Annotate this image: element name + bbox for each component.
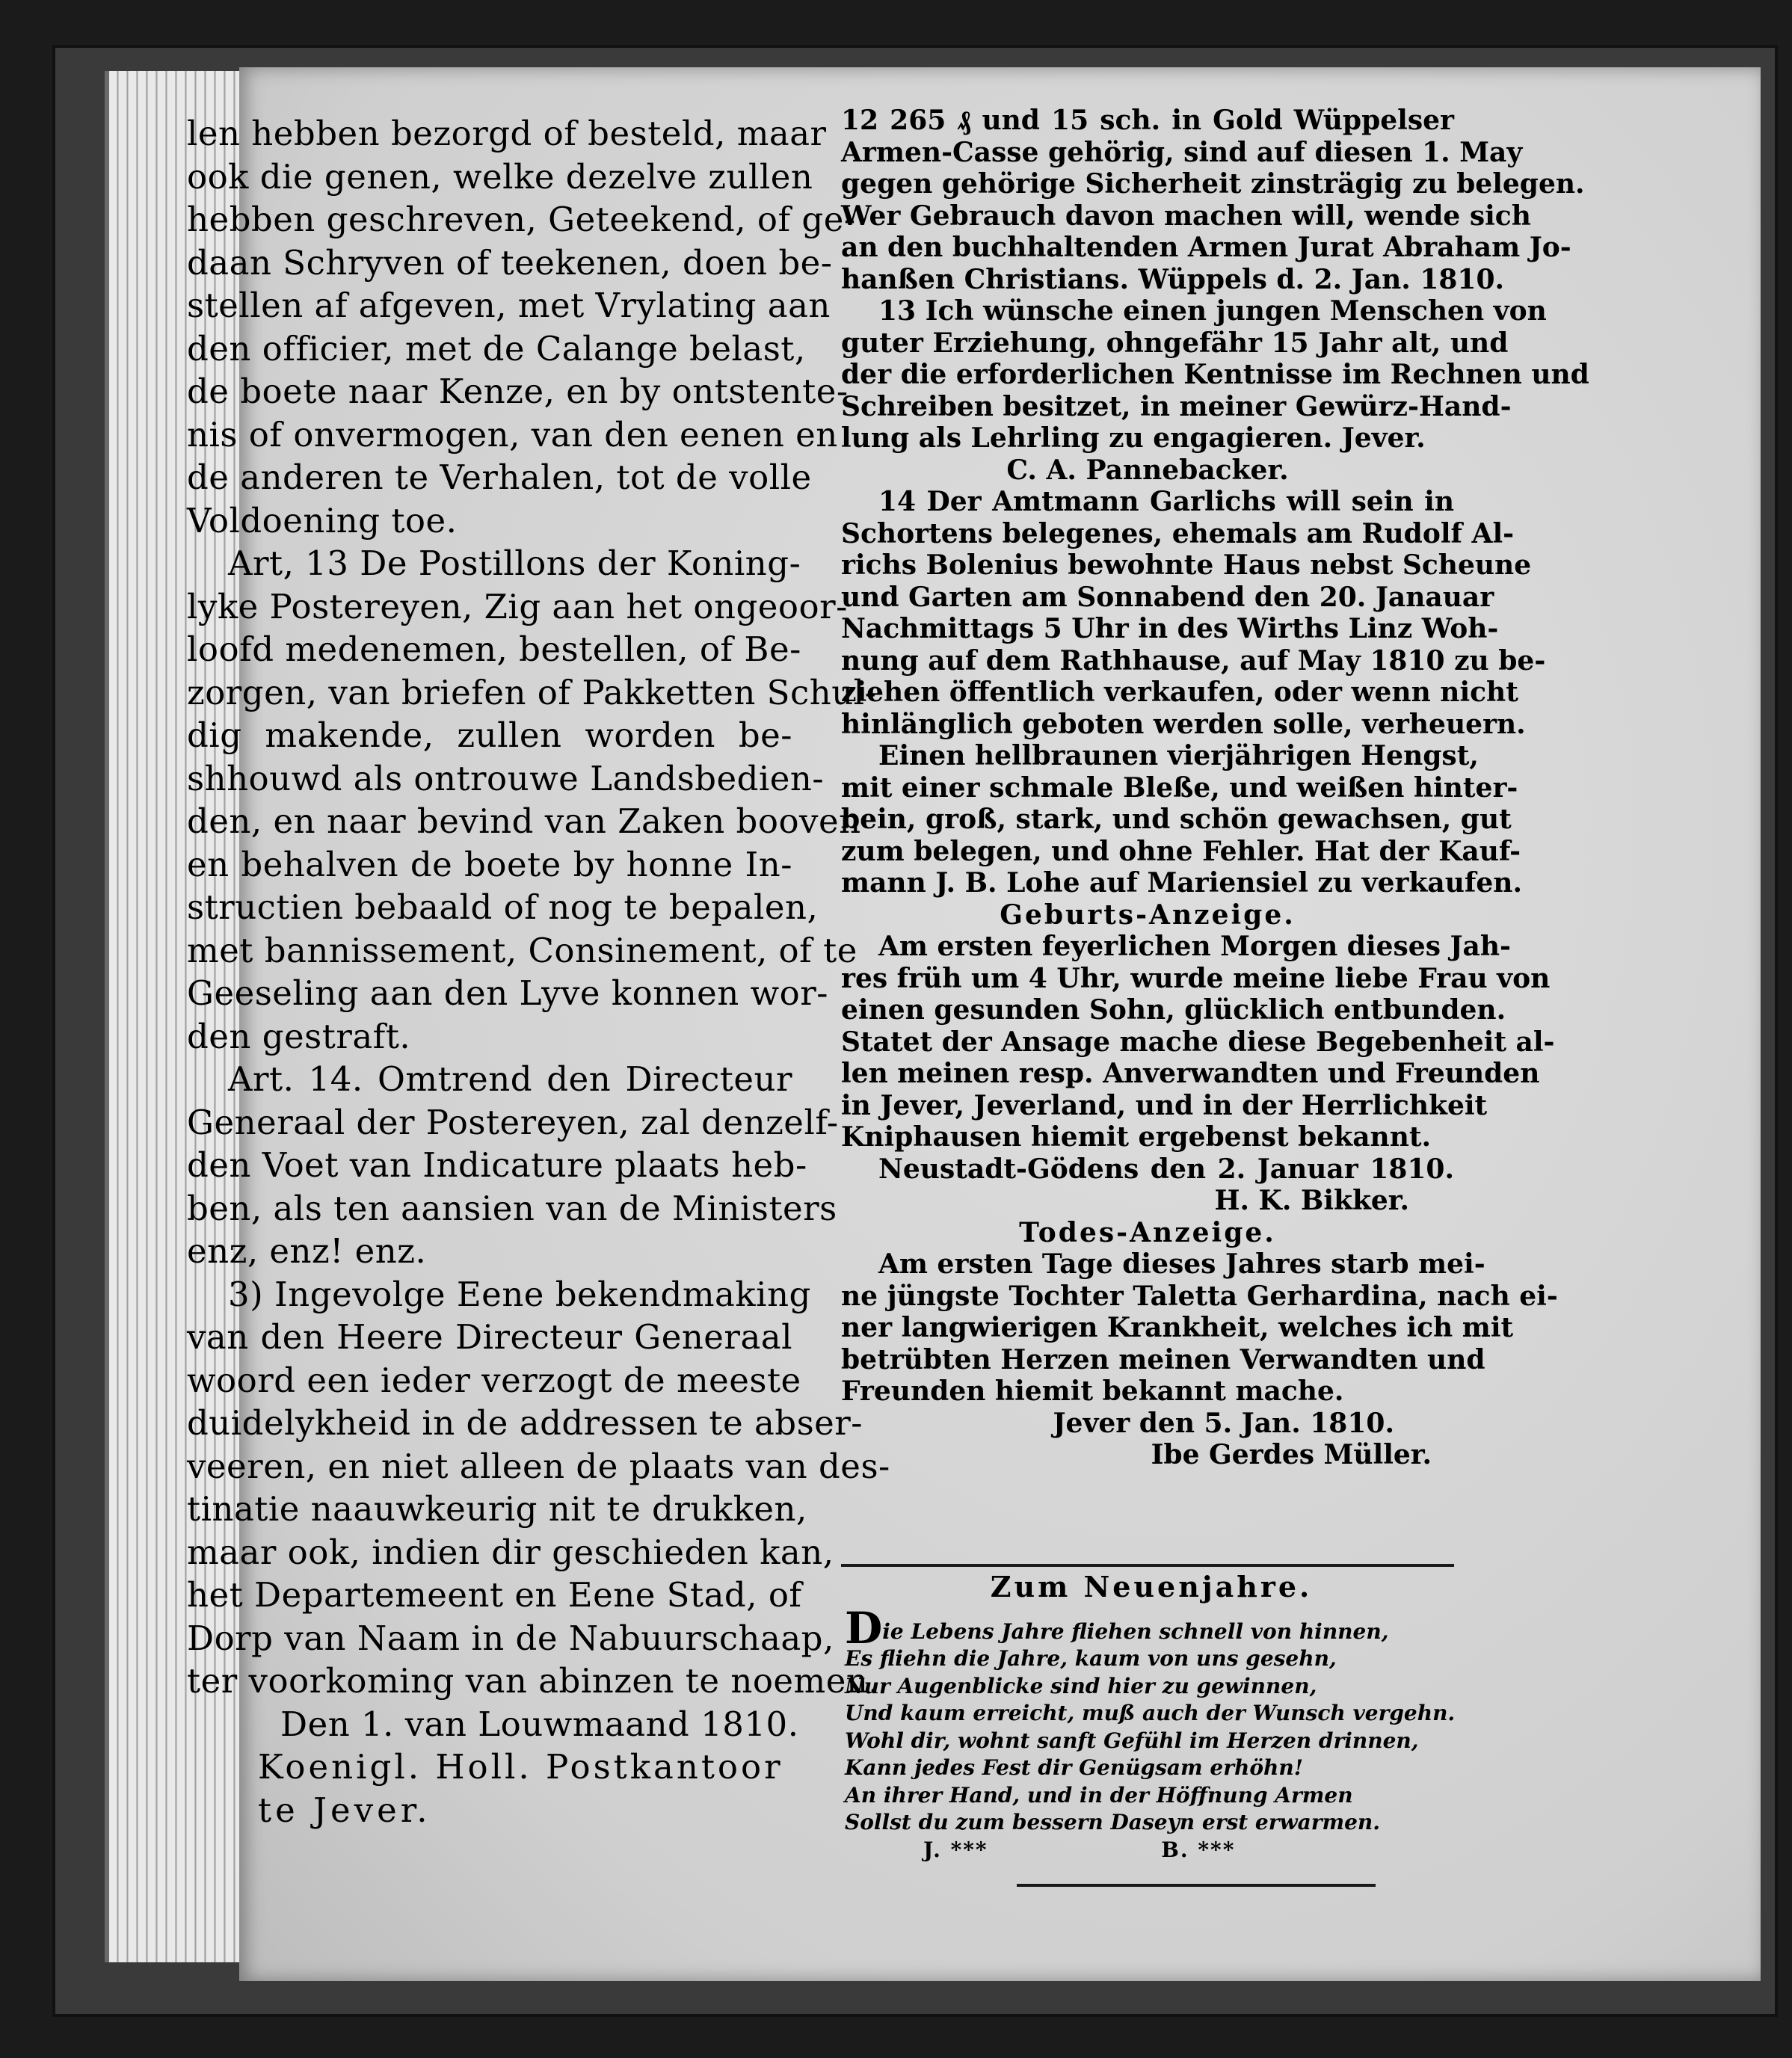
- right-text-line: mann J. B. Lohe auf Mariensiel zu verkaufen.: [841, 867, 1522, 899]
- left-text-line: Dorp van Naam in de Nabuurschaap,: [187, 1618, 834, 1658]
- right-text-line: lung als Lehrling zu engagieren. Jever.: [841, 422, 1426, 454]
- right-text-line: Schreiben besitzet, in meiner Gewürz-Hand-: [841, 390, 1512, 422]
- left-text-line: de boete naar Kenze, en by ontstente-: [187, 372, 849, 411]
- left-text-line: Art, 13 De Postillons der Koning-: [228, 543, 801, 583]
- left-text-line: dig makende, zullen worden be-: [187, 715, 792, 755]
- right-text-line: betrübten Herzen meinen Verwandten und: [841, 1343, 1485, 1375]
- left-text-line: loofd medenemen, bestellen, of Be-: [187, 629, 801, 669]
- right-text-line: Statet der Ansage mache diese Begebenheit al-: [841, 1026, 1555, 1058]
- left-text-line: den officier, met de Calange belast,: [187, 328, 806, 369]
- poem-line: Sollst du zum bessern Daseyn erst erwarmen.: [845, 1810, 1381, 1834]
- right-text-line: hinlänglich geboten werden solle, verheuern.: [841, 708, 1526, 740]
- poem-line: Es fliehn die Jahre, kaum von uns gesehn,: [845, 1646, 1337, 1671]
- left-text-line: ter voorkoming van abinzen te noemen.: [187, 1661, 880, 1701]
- right-text-line: bein, groß, stark, und schön gewachsen, gut: [841, 804, 1512, 835]
- right-text-line: guter Erziehung, ohngefähr 15 Jahr alt, und: [841, 327, 1509, 359]
- right-text-line: Kniphausen hiemit ergebenst bekannt.: [841, 1121, 1432, 1153]
- right-text-line: der die erforderlichen Kentnisse im Rechnen und: [841, 359, 1589, 390]
- left-text-line: den, en naar bevind van Zaken booven: [187, 801, 861, 841]
- left-text-line: zorgen, van briefen of Pakketten Schul-: [187, 672, 877, 712]
- poem-line: Kann jedes Fest dir Genügsam erhöhn!: [845, 1755, 1304, 1780]
- right-text-line: zum belegen, und ohne Fehler. Hat der Kauf-: [841, 835, 1521, 867]
- right-text-line: Jever den 5. Jan. 1810.: [1053, 1407, 1394, 1439]
- poem-line: Nur Augenblicke sind hier zu gewinnen,: [845, 1673, 1317, 1698]
- poem-line: Und kaum erreicht, muß auch der Wunsch vergehn.: [845, 1701, 1456, 1725]
- left-text-line: ben, als ten aansien van de Ministers: [187, 1188, 837, 1228]
- left-text-line: te Jever.: [258, 1790, 431, 1830]
- left-text-line: Art. 14. Omtrend den Directeur: [228, 1059, 792, 1099]
- right-text-line: gegen gehörige Sicherheit zinsträgig zu belegen.: [841, 168, 1585, 200]
- left-text-line: veeren, en niet alleen de plaats van des-: [187, 1446, 890, 1486]
- left-column-dutch-text: [187, 112, 890, 1831]
- left-text-line: maar ook, indien dir geschieden kan,: [187, 1532, 834, 1572]
- right-text-line: und Garten am Sonnabend den 20. Janauar: [841, 581, 1494, 613]
- poem-line: An ihrer Hand, und in der Höffnung Armen: [845, 1782, 1353, 1808]
- left-text-line: den gestraft.: [187, 1016, 411, 1056]
- left-text-line: shhouwd als ontrouwe Landsbedien-: [187, 758, 825, 798]
- right-text-line: einen gesunden Sohn, glücklich entbunden.: [841, 994, 1506, 1026]
- left-text-line: enz, enz! enz.: [187, 1231, 427, 1271]
- right-text-line: 14 Der Amtmann Garlichs will sein in: [878, 486, 1454, 517]
- left-text-line: nis of onvermogen, van den eenen en: [187, 414, 838, 455]
- left-text-line: Koenigl. Holl. Postkantoor: [258, 1747, 783, 1787]
- left-text-line: daan Schryven of teekenen, doen be-: [187, 242, 833, 283]
- left-text-line: Generaal der Postereyen, zal denzelf-: [187, 1102, 839, 1142]
- poem-line-text: ie Lebens Jahre fliehen schnell von hinnen,: [882, 1618, 1389, 1644]
- left-text-line: en behalven de boete by honne In-: [187, 844, 792, 884]
- right-text-line: Schortens belegenes, ehemals am Rudolf Al-: [841, 517, 1515, 549]
- right-text-line: richs Bolenius bewohnte Haus nebst Scheune: [841, 549, 1532, 581]
- poem-signature: [845, 1837, 1458, 1864]
- right-text-line: ne jüngste Tochter Taletta Gerhardina, nach ei-: [841, 1280, 1558, 1312]
- left-text-line: duidelykheid in de addressen te abser-: [187, 1403, 863, 1443]
- right-text-line: Geburts-Anzeige.: [1000, 899, 1296, 931]
- right-text-line: Nachmittags 5 Uhr in des Wirths Linz Woh-: [841, 613, 1499, 644]
- left-text-line: 3) Ingevolge Eene bekendmaking: [228, 1274, 811, 1314]
- right-text-line: Todes-Anzeige.: [1019, 1216, 1276, 1248]
- right-text-line: 13 Ich wünsche einen jungen Menschen von: [878, 295, 1547, 327]
- right-text-line: 12 265 ₰ und 15 sch. in Gold Wüppelser: [841, 105, 1454, 136]
- left-text-line: lyke Postereyen, Zig aan het ongeoor-: [187, 586, 848, 626]
- left-text-line: structien bebaald of nog te bepalen,: [187, 887, 819, 927]
- right-column-german-notices: [841, 105, 1589, 1471]
- right-text-line: hanßen Christians. Wüppels d. 2. Jan. 1810.: [841, 263, 1505, 295]
- left-text-line: Geeseling aan den Lyve konnen wor-: [187, 973, 828, 1013]
- left-text-line: de anderen te Verhalen, tot de volle: [187, 457, 812, 497]
- end-rule: [1017, 1884, 1376, 1887]
- right-text-line: an den buchhaltenden Armen Jurat Abraham Jo-: [841, 232, 1571, 263]
- poem-block: [845, 1570, 1458, 1864]
- left-text-line: den Voet van Indicature plaats heb-: [187, 1145, 807, 1185]
- right-text-line: ziehen öffentlich verkaufen, oder wenn nicht: [841, 677, 1518, 708]
- left-text-line: Den 1. van Louwmaand 1810.: [280, 1704, 799, 1744]
- left-text-line: ook die genen, welke dezelve zullen: [187, 156, 813, 197]
- right-text-line: Einen hellbraunen vierjährigen Hengst,: [878, 740, 1479, 771]
- left-text-line: Voldoening toe.: [187, 500, 458, 540]
- left-text-line: het Departemeent en Eene Stad, of: [187, 1575, 802, 1615]
- left-text-line: van den Heere Directeur Generaal: [187, 1317, 792, 1357]
- right-text-line: ner langwierigen Krankheit, welches ich mit: [841, 1312, 1514, 1343]
- poem-title: Zum Neuenjahre.: [990, 1570, 1313, 1603]
- right-text-line: res früh um 4 Uhr, wurde meine liebe Frau von: [841, 962, 1551, 994]
- right-text-line: len meinen resp. Anverwandten und Freunden: [841, 1058, 1540, 1089]
- right-text-line: Wer Gebrauch davon machen will, wende sich: [841, 200, 1531, 232]
- right-text-line: Armen-Casse gehörig, sind auf diesen 1. May: [841, 136, 1523, 168]
- right-text-line: mit einer schmale Bleße, und weißen hinter-: [841, 771, 1518, 804]
- left-text-line: tinatie naauwkeurig nit te drukken,: [187, 1489, 807, 1529]
- right-text-line: in Jever, Jeverland, und in der Herrlichkeit: [841, 1089, 1488, 1121]
- right-text-line: Freunden hiemit bekannt mache.: [841, 1375, 1344, 1407]
- right-text-line: Am ersten feyerlichen Morgen dieses Jah-: [878, 931, 1511, 962]
- right-text-line: Ibe Gerdes Müller.: [1151, 1439, 1432, 1470]
- poem-line: [845, 1602, 1458, 1654]
- left-text-line: woord een ieder verzogt de meeste: [187, 1360, 801, 1400]
- right-text-line: Am ersten Tage dieses Jahres starb mei-: [878, 1248, 1485, 1280]
- right-text-line: nung auf dem Rathhause, auf May 1810 zu be-: [841, 644, 1546, 677]
- section-divider-rule: [841, 1564, 1454, 1567]
- left-text-line: stellen af afgeven, met Vrylating aan: [187, 286, 831, 325]
- left-text-line: len hebben bezorgd of besteld, maar: [187, 114, 827, 153]
- poem-signature-left: J. ***: [923, 1837, 988, 1862]
- right-text-line: C. A. Pannebacker.: [1006, 454, 1289, 486]
- right-text-line: H. K. Bikker.: [1214, 1185, 1409, 1216]
- poem-signature-right: B. ***: [1161, 1837, 1236, 1862]
- poem-line: Wohl dir, wohnt sanft Gefühl im Herzen drinnen,: [845, 1728, 1419, 1753]
- poem-dropcap: D: [845, 1602, 883, 1654]
- left-text-line: hebben geschreven, Geteekend, of ge-: [187, 200, 856, 239]
- right-text-line: Neustadt-Gödens den 2. Januar 1810.: [878, 1153, 1454, 1185]
- left-text-line: met bannissement, Consinement, of te: [187, 930, 857, 970]
